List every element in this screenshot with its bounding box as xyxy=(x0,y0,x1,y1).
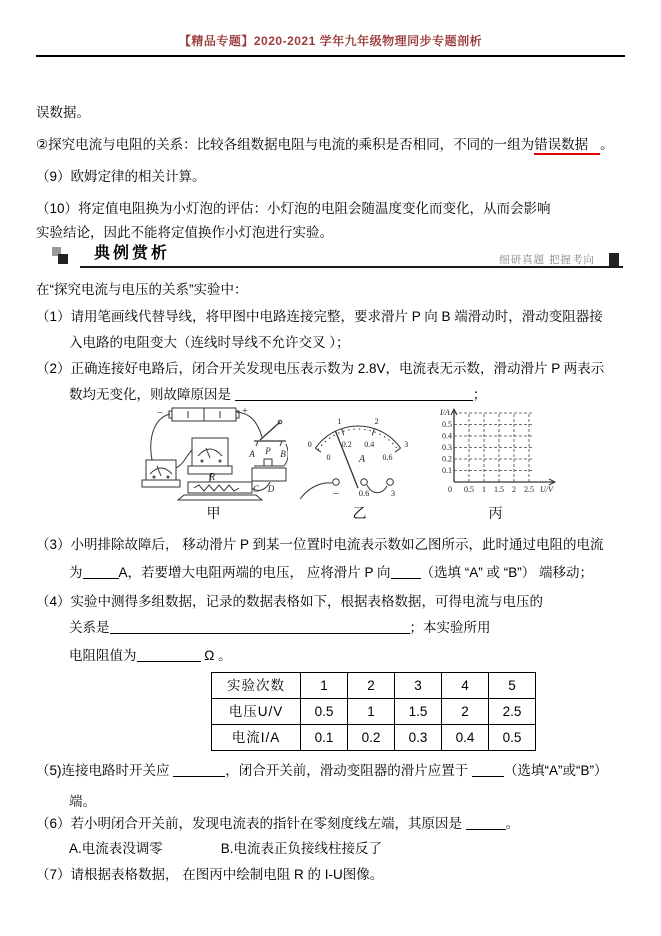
battery-neg-label: − xyxy=(157,408,163,419)
rheostat-d-label: D xyxy=(267,484,275,494)
terminal-neg-label: − xyxy=(332,488,340,500)
wire xyxy=(367,485,387,493)
question-2-line-2-end: ； xyxy=(472,387,487,402)
rheostat-b-label: B xyxy=(280,449,286,459)
figure-jia xyxy=(140,404,288,523)
question-4-line-1: （4）实验中测得多组数据，记录的数据表格如下，根据表格数据，可得电流与电压的 xyxy=(36,594,544,609)
intro-line-2 xyxy=(36,135,633,154)
blank-underline xyxy=(472,762,504,777)
table-cell: 0.1 xyxy=(301,725,348,751)
ammeter-figure-yi xyxy=(294,404,426,502)
outer-tick-3: 3 xyxy=(404,440,409,449)
circuit-figure-jia xyxy=(140,404,288,502)
data-table xyxy=(211,672,536,751)
red-underlined-term: 错误数据 xyxy=(534,137,600,155)
doc-content xyxy=(0,103,661,884)
figure-yi xyxy=(294,404,426,523)
blank-underline xyxy=(466,815,506,830)
wire xyxy=(236,412,262,437)
question-6-line-1 xyxy=(36,814,633,833)
table-row-current xyxy=(212,725,536,751)
ytick-01: 0.1 xyxy=(442,466,452,475)
outer-tick-1: 1 xyxy=(337,417,342,426)
question-5-line-2: 端。 xyxy=(69,794,96,809)
table-cell: 0.2 xyxy=(348,725,395,751)
ytick-02: 0.2 xyxy=(442,454,452,464)
voltmeter xyxy=(142,460,180,487)
intro-line-2-text: ②探究电流与电阻的关系：比较各组数据电阻与电流的乘积是否相同，不同的一组为 xyxy=(36,137,535,152)
graph-axes xyxy=(451,409,555,485)
xtick-25: 2.5 xyxy=(524,485,534,494)
table-cell: 1.5 xyxy=(395,699,442,725)
wire xyxy=(300,483,332,499)
table-cell: 2 xyxy=(348,673,395,699)
rheostat-c-label: C xyxy=(252,484,260,494)
resistor-label: R xyxy=(208,472,216,483)
inner-tick-0: 0 xyxy=(326,453,331,462)
outer-tick-2: 2 xyxy=(374,417,379,426)
table-cell: 4 xyxy=(442,673,489,699)
ytick-03: 0.3 xyxy=(442,443,452,452)
inner-tick-04: 0.4 xyxy=(364,440,375,449)
question-5-line-1-text-b: ，闭合开关前，滑动变阻器的滑片应置于 xyxy=(225,763,473,778)
ytick-05: 0.5 xyxy=(442,420,452,429)
table-cell: 电压U/V xyxy=(212,699,301,725)
question-2-line-1: （2）正确连接好电路后，闭合开关发现电压表示数为 2.8V，电流表无示数，滑动滑片 P 两表示 xyxy=(36,361,605,376)
table-cell: 电流I/A xyxy=(212,725,301,751)
doc-header-title: 【精品专题】2020-2021 学年九年级物理同步专题剖析 xyxy=(178,34,483,48)
battery-pos-label: + xyxy=(242,406,248,417)
intro-line-4: （10）将定值电阻换为小灯泡的评估：小灯泡的电阻会随温度变化而变化，从而会影响 xyxy=(36,201,551,216)
question-4-line-3 xyxy=(69,646,633,665)
banner-end-block-icon xyxy=(609,253,619,266)
table-cell: 2 xyxy=(442,699,489,725)
ammeter xyxy=(188,438,232,474)
option-a: A.电流表没调零 xyxy=(69,841,163,856)
question-5-line-1-text-a: （5)连接电路时开关应 xyxy=(36,763,174,778)
question-5-line-1 xyxy=(36,761,633,780)
question-2-line-2 xyxy=(69,385,633,404)
rheostat-a-label: A xyxy=(249,449,255,459)
question-4-line-2-text-a: 关系是 xyxy=(69,620,110,635)
banner-title: 典例赏析 xyxy=(94,245,171,262)
question-3-line-2 xyxy=(69,563,633,582)
ammeter-unit-label: A xyxy=(358,454,366,465)
blank-underline xyxy=(83,564,119,579)
table-cell: 1 xyxy=(348,699,395,725)
wire xyxy=(176,450,192,468)
iu-graph-figure-bing xyxy=(432,404,560,502)
question-4-line-3-text-b: Ω 。 xyxy=(200,648,232,663)
blank-underline xyxy=(137,647,201,662)
table-cell: 2.5 xyxy=(489,699,536,725)
blank-underline xyxy=(391,564,421,579)
figure-bing xyxy=(432,404,560,523)
battery xyxy=(157,406,248,421)
question-3-line-1: （3）小明排除故障后， 移动滑片 P 到某一位置时电流表示数如乙图所示，此时通过电阻的电流 xyxy=(36,537,604,552)
question-4-line-2-text-b: ；本实验所用 xyxy=(409,620,491,635)
terminal-3-label: 3 xyxy=(390,488,396,498)
xtick-05: 0.5 xyxy=(464,485,474,494)
intro-line-3: （9）欧姆定律的相关计算。 xyxy=(36,169,206,184)
xtick-15: 1.5 xyxy=(494,485,504,494)
question-3-line-2-text-a: 为 xyxy=(69,565,83,580)
inner-tick-02: 0.2 xyxy=(341,440,352,449)
table-cell: 实验次数 xyxy=(212,673,301,699)
intro-line-1: 误数据。 xyxy=(36,105,90,120)
blank-underline xyxy=(110,619,410,634)
question-2-line-2-text: 数均无变化，则故障原因是 xyxy=(69,387,235,402)
xtick-2: 2 xyxy=(512,485,516,494)
table-cell: 0.4 xyxy=(442,725,489,751)
rheostat-p-label: P xyxy=(265,446,271,456)
ytick-04: 0.4 xyxy=(442,431,452,441)
blank-underline xyxy=(235,386,473,401)
xtick-1: 1 xyxy=(482,485,486,494)
lead-line: 在“探究电流与电压的关系”实验中： xyxy=(36,282,248,297)
terminal-06-label: 0.6 xyxy=(358,488,370,498)
question-1-line-1: （1）请用笔画线代替导线，将甲图中电路连接完整，要求滑片 P 向 B 端滑动时，滑动变阻器接 xyxy=(36,309,603,324)
table-cell: 0.3 xyxy=(395,725,442,751)
knife-switch xyxy=(254,420,286,446)
question-5-line-1-text-c: （选填“A”或“B”） xyxy=(504,763,608,778)
table-cell: 0.5 xyxy=(489,725,536,751)
table-row-voltage xyxy=(212,699,536,725)
ammeter-terminals xyxy=(300,479,395,500)
wire xyxy=(151,414,170,460)
grid-lines xyxy=(454,413,532,482)
question-1-line-2: 入电路的电阻变大（连线时导线不允许交叉 ）； xyxy=(69,335,350,350)
inner-tick-06: 0.6 xyxy=(382,453,393,462)
intro-line-5: 实验结论，因此不能将定值换作小灯泡进行实验。 xyxy=(36,225,333,240)
graph-xlabel: U/V xyxy=(540,485,553,494)
question-3-line-2-text-b: A，若要增大电阻两端的电压， 应将滑片 P 向 xyxy=(118,565,391,580)
ammeter-scale xyxy=(308,417,409,465)
question-3-line-2-text-c: （选填 “A” 或 “B”） 端移动； xyxy=(420,565,594,580)
figure-caption-jia: 甲 xyxy=(206,505,222,521)
figure-caption-bing: 丙 xyxy=(488,505,504,521)
table-cell: 5 xyxy=(489,673,536,699)
header-rule xyxy=(36,55,625,57)
option-b: B.电流表正负接线柱接反了 xyxy=(220,841,383,856)
section-banner xyxy=(52,244,625,268)
figures-row xyxy=(140,404,633,523)
graph-ylabel: I/A xyxy=(440,408,450,417)
outer-tick-0: 0 xyxy=(307,440,312,449)
table-cell: 3 xyxy=(395,673,442,699)
question-6-options xyxy=(69,839,633,858)
question-4-line-2 xyxy=(69,618,633,637)
table-cell: 0.5 xyxy=(301,699,348,725)
question-7-line-1: （7）请根据表格数据， 在图丙中绘制电阻 R 的 I-U图像。 xyxy=(36,867,384,882)
blank-underline xyxy=(173,762,225,777)
table-row-trials xyxy=(212,673,536,699)
question-6-line-1-text: （6）若小明闭合开关前，发现电流表的指针在零刻度线左端，其原因是 xyxy=(36,816,466,831)
banner-subtitle: 细研真题 把握考向 xyxy=(499,254,595,266)
banner-underline xyxy=(80,266,623,269)
origin-label: 0 xyxy=(448,485,452,494)
figure-caption-yi: 乙 xyxy=(352,505,368,521)
table-cell: 1 xyxy=(301,673,348,699)
deco-square-front-icon xyxy=(58,254,68,264)
question-4-line-3-text-a: 电阻阻值为 xyxy=(69,648,137,663)
question-6-line-1-end: 。 xyxy=(505,816,520,831)
intro-line-2-end: 。 xyxy=(600,137,614,152)
resistor xyxy=(178,472,262,500)
